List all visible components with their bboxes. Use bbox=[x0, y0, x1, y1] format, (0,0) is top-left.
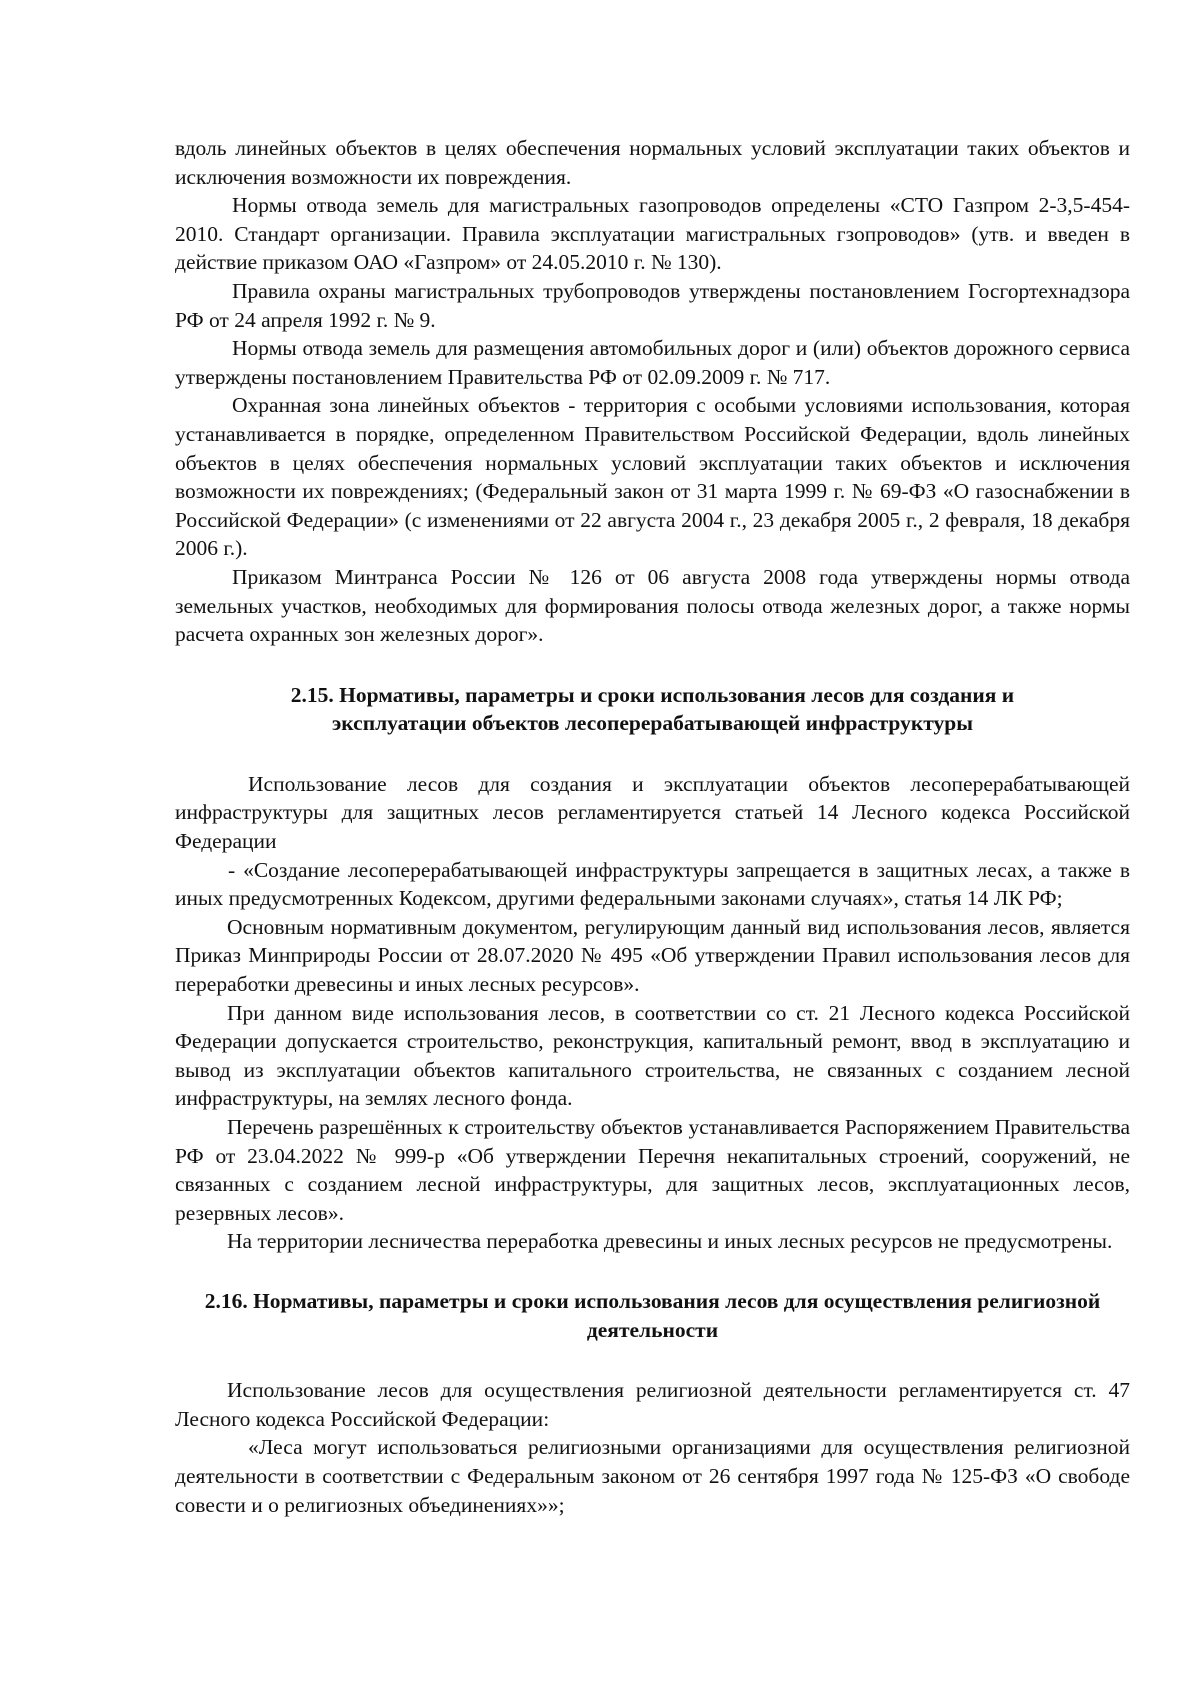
paragraph-215-list: Перечень разрешённых к строительству объектов устанавливается Распоряжением Правительства РФ от 23.04.2022 № 999-р «Об утверждении Перечня некапитальных строений, сооружений, не связанных с созданием лесной инфраструктуры, для защитных лесов, эксплуатационных лесов, резервных лесов». bbox=[175, 1115, 1130, 1225]
paragraph-215-conclusion: На территории лесничества переработка древесины и иных лесных ресурсов не предусмотрены. bbox=[227, 1229, 1113, 1254]
paragraph-pipeline-protection-rules: Правила охраны магистральных трубопроводов утверждены постановлением Госгортехнадзора РФ от 24 апреля 1992 г. № 9. bbox=[175, 278, 1130, 332]
paragraph-215-intro: Использование лесов для создания и эксплуатации объектов лесоперерабатывающей инфраструктуры для защитных лесов регламентируется статьей 14 Лесного кодекса Российской Федерации bbox=[175, 771, 1130, 854]
paragraph-216-quote: «Леса могут использоваться религиозными организациями для осуществления религиозной деятельности в соответствии с Федеральным законом от 26 сентября 1997 года № 125-ФЗ «О свободе совести и о религиозных объединениях»»; bbox=[175, 1435, 1130, 1517]
paragraph-railway-order: Приказом Минтранса России № 126 от 06 августа 2008 года утверждены нормы отвода земельных участков, необходимых для формирования полосы отвода железных дорог, а также нормы расчета охранных зон железных дорог». bbox=[175, 564, 1130, 647]
document-page bbox=[175, 134, 1130, 1519]
paragraph-gas-pipeline-norms: Нормы отвода земель для магистральных газопроводов определены «СТО Газпром 2-3,5-454-2010. Стандарт организации. Правила эксплуатации магистральных гзопроводов» (утв. и введен в действие приказом ОАО «Газпром» от 24.05.2010 г. № 130). bbox=[175, 193, 1130, 275]
paragraph-protection-zone: Охранная зона линейных объектов - территория с особыми условиями использования, которая устанавливается в порядке, определенном Правительством Российской Федерации, вдоль линейных объектов в целях обеспечения нормальных условий эксплуатации таких объектов и исключения возможности их повреждениях; (Федеральный закон от 31 марта 1999 г. № 69-ФЗ «О газоснабжении в Российской Федерации» (с изменениями от 22 августа 2004 г., 23 декабря 2005 г., 2 февраля, 18 декабря 2006 г.). bbox=[175, 393, 1130, 561]
paragraph-215-main-document: Основным нормативным документом, регулирующим данный вид использования лесов, является Приказ Минприроды России от 28.07.2020 № 495 «Об утверждении Правил использования лесов для переработки древесины и иных лесных ресурсов». bbox=[175, 914, 1130, 997]
paragraph-215-construction: При данном виде использования лесов, в соответствии со ст. 21 Лесного кодекса Российской Федерации допускается строительство, реконструкция, капитальный ремонт, ввод в эксплуатацию и вывод из эксплуатации объектов капитального строительства, не связанных с созданием лесной инфраструктуры, на землях лесного фонда. bbox=[175, 1000, 1130, 1111]
section-heading-2-16: 2.16. Нормативы, параметры и сроки использования лесов для осуществления религиозной деятельности bbox=[204, 1288, 1101, 1342]
paragraph-continuation: вдоль линейных объектов в целях обеспечения нормальных условий эксплуатации таких объектов и исключения возможности их повреждения. bbox=[175, 136, 1130, 189]
paragraph-road-land-norms: Нормы отвода земель для размещения автомобильных дорог и (или) объектов дорожного сервиса утверждены постановлением Правительства РФ от 02.09.2009 г. № 717. bbox=[175, 336, 1130, 389]
section-heading-2-15: 2.15. Нормативы, параметры и сроки использования лесов для создания и эксплуатации объектов лесоперерабатывающей инфраструктуры bbox=[290, 682, 1015, 736]
paragraph-216-intro: Использование лесов для осуществления религиозной деятельности регламентируется ст. 47 Лесного кодекса Российской Федерации: bbox=[175, 1378, 1130, 1431]
paragraph-215-quote: - «Создание лесоперерабатывающей инфраструктуры запрещается в защитных лесах, а также в иных предусмотренных Кодексом, другими федеральными законами случаях», статья 14 ЛК РФ; bbox=[175, 857, 1130, 911]
